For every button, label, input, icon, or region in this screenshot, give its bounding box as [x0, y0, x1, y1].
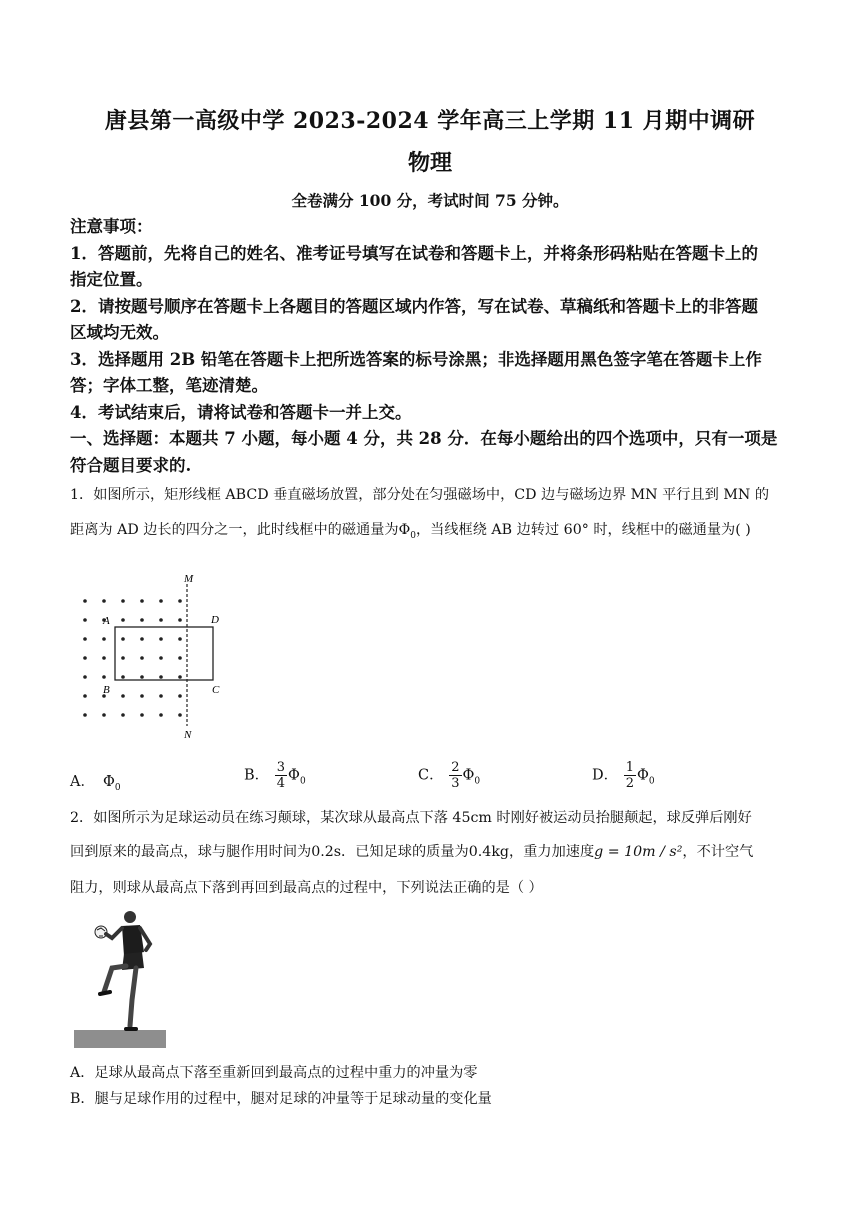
field-dot	[102, 656, 106, 660]
notice-line: 3．选择题用 2B 铅笔在答题卡上把所选答案的标号涂黑；非选择题用黑色签字笔在答题卡上作	[70, 349, 762, 369]
contact-time: 0.2s	[311, 844, 342, 860]
field-dot	[83, 656, 87, 660]
option-subscript: 0	[299, 776, 306, 787]
player-boot-raised	[100, 992, 110, 994]
field-dot	[102, 675, 106, 679]
option-letter: D．	[592, 767, 619, 784]
field-dot	[102, 599, 106, 603]
q1-option-c[interactable]	[418, 760, 480, 791]
field-dot	[83, 713, 87, 717]
label-n: N	[184, 729, 192, 741]
q2-text-a: 回到原来的最高点，球与腿作用时间为	[70, 844, 312, 860]
section-heading: 一、选择题：本题共 7 小题，每小题 4 分，共 28 分．在每小题给出的四个选项中，只有一项是	[70, 429, 778, 448]
option-symbol: Φ	[462, 767, 475, 784]
field-dot	[159, 675, 163, 679]
question-2-line-3: 阻力，则球从最高点下落到再回到最高点的过程中，下列说法正确的是（ ）	[70, 880, 543, 896]
label-m: M	[184, 573, 194, 585]
exam-meta: 全卷满分 100 分，考试时间 75 分钟。	[291, 191, 569, 210]
field-dot	[121, 694, 125, 698]
exam-title: 唐县第一高级中学 2023-2024 学年高三上学期 11 月期中调研	[104, 108, 756, 134]
label-b: B	[103, 684, 110, 696]
field-dot	[83, 599, 87, 603]
field-dot	[83, 637, 87, 641]
player-head	[124, 911, 136, 923]
notice-line: 答；字体工整，笔迹清楚。	[70, 376, 268, 395]
option-subscript: 0	[474, 776, 481, 787]
field-dot	[140, 618, 144, 622]
option-letter: C．	[418, 767, 444, 784]
option-symbol: Φ	[102, 774, 115, 790]
notice-line: 2．请按题号顺序在答题卡上各题目的答题区域内作答，写在试卷、草稿纸和答题卡上的非答题	[70, 296, 758, 316]
field-dots	[83, 599, 182, 717]
field-dot	[140, 675, 144, 679]
gravity-value: g = 10m / s²	[594, 844, 683, 860]
player-arm-left	[106, 928, 122, 938]
q2-text-b: ．已知足球的质量为	[341, 844, 469, 860]
field-dot	[159, 637, 163, 641]
notice-heading: 注意事项：	[70, 217, 153, 236]
notice-block	[70, 214, 794, 479]
rotation-angle: 60°	[563, 522, 589, 538]
label-c: C	[212, 684, 220, 696]
notice-line: 4．考试结束后，请将试卷和答题卡一并上交。	[70, 402, 412, 422]
field-dot	[178, 713, 182, 717]
q1-option-b[interactable]	[244, 760, 306, 791]
field-dot	[102, 713, 106, 717]
question-1-line-1: 1．如图所示，矩形线框 ABCD 垂直磁场放置，部分处在匀强磁场中，CD 边与磁场边界 MN 平行且到 MN 的	[70, 487, 770, 503]
frame-abcd	[115, 627, 213, 680]
option-letter: A．	[70, 774, 95, 790]
field-dot	[121, 675, 125, 679]
option-fraction: $\frac{3}{4}$	[276, 760, 286, 791]
field-dot	[140, 656, 144, 660]
field-dot	[140, 694, 144, 698]
field-dot	[140, 599, 144, 603]
field-dot	[178, 675, 182, 679]
field-dot	[178, 637, 182, 641]
field-dot	[159, 713, 163, 717]
field-dot	[159, 656, 163, 660]
ball-mass: 0.4kg	[468, 844, 509, 860]
phi-symbol: Φ	[398, 522, 411, 538]
q1-text-b: ，当线框绕 AB 边转过	[415, 522, 564, 538]
option-symbol: Φ	[637, 767, 649, 784]
notice-line: 区域均无效。	[70, 323, 169, 342]
field-dot	[121, 656, 125, 660]
football-player-figure	[74, 908, 166, 1048]
field-dot	[121, 618, 125, 622]
field-dot	[159, 618, 163, 622]
field-dot	[121, 713, 125, 717]
q1-text-c: 时，线框中的磁通量为( )	[588, 522, 751, 538]
field-dot	[140, 637, 144, 641]
q2-text-d: ，不计空气	[682, 844, 754, 860]
field-dot	[121, 637, 125, 641]
q2-text-c: ，重力加速度	[509, 844, 595, 860]
option-fraction: $\frac{1}{2}$	[625, 760, 635, 791]
question-2-line-1: 2．如图所示为足球运动员在练习颠球，某次球从最高点下落 45cm 时刚好被运动员抬腿颠起，球反弹后刚好	[70, 810, 752, 826]
q2-option-b[interactable]: B．腿与足球作用的过程中，腿对足球的冲量等于足球动量的变化量	[70, 1091, 492, 1107]
field-dot	[159, 694, 163, 698]
field-dot	[140, 713, 144, 717]
option-letter: B．	[244, 767, 270, 784]
field-dot	[159, 599, 163, 603]
notice-line: 指定位置。	[70, 270, 153, 289]
q2-option-a[interactable]: A．足球从最高点下落至重新回到最高点的过程中重力的冲量为零	[70, 1065, 478, 1081]
field-dot	[178, 656, 182, 660]
label-d: D	[211, 614, 219, 626]
q1-option-a[interactable]	[70, 770, 121, 793]
q1-option-d[interactable]	[592, 760, 655, 791]
field-dot	[121, 599, 125, 603]
option-fraction: $\frac{2}{3}$	[451, 760, 460, 791]
phi-subscript: 0	[410, 530, 416, 541]
field-dot	[102, 637, 106, 641]
notice-line: 1．答题前，先将自己的姓名、准考证号填写在试卷和答题卡上，并将条形码粘贴在答题卡上的	[70, 243, 758, 263]
field-dot	[178, 618, 182, 622]
player-standing-leg	[130, 968, 136, 1026]
question-2-line-2	[70, 842, 794, 862]
section-heading-cont: 符合题目要求的.	[70, 455, 192, 475]
field-dot	[83, 618, 87, 622]
option-subscript: 0	[648, 776, 655, 787]
subject-title: 物理	[407, 150, 452, 176]
field-dot	[178, 694, 182, 698]
magnetic-field-figure	[70, 568, 240, 746]
question-1-line-2	[70, 520, 794, 546]
field-dot	[83, 694, 87, 698]
q1-text-a: 距离为 AD 边长的四分之一，此时线框中的磁通量为	[70, 522, 399, 538]
option-subscript: 0	[114, 782, 121, 793]
ground	[74, 1030, 166, 1048]
label-a: A	[103, 615, 110, 627]
field-dot	[178, 599, 182, 603]
field-dot	[83, 675, 87, 679]
option-symbol: Φ	[288, 767, 300, 784]
